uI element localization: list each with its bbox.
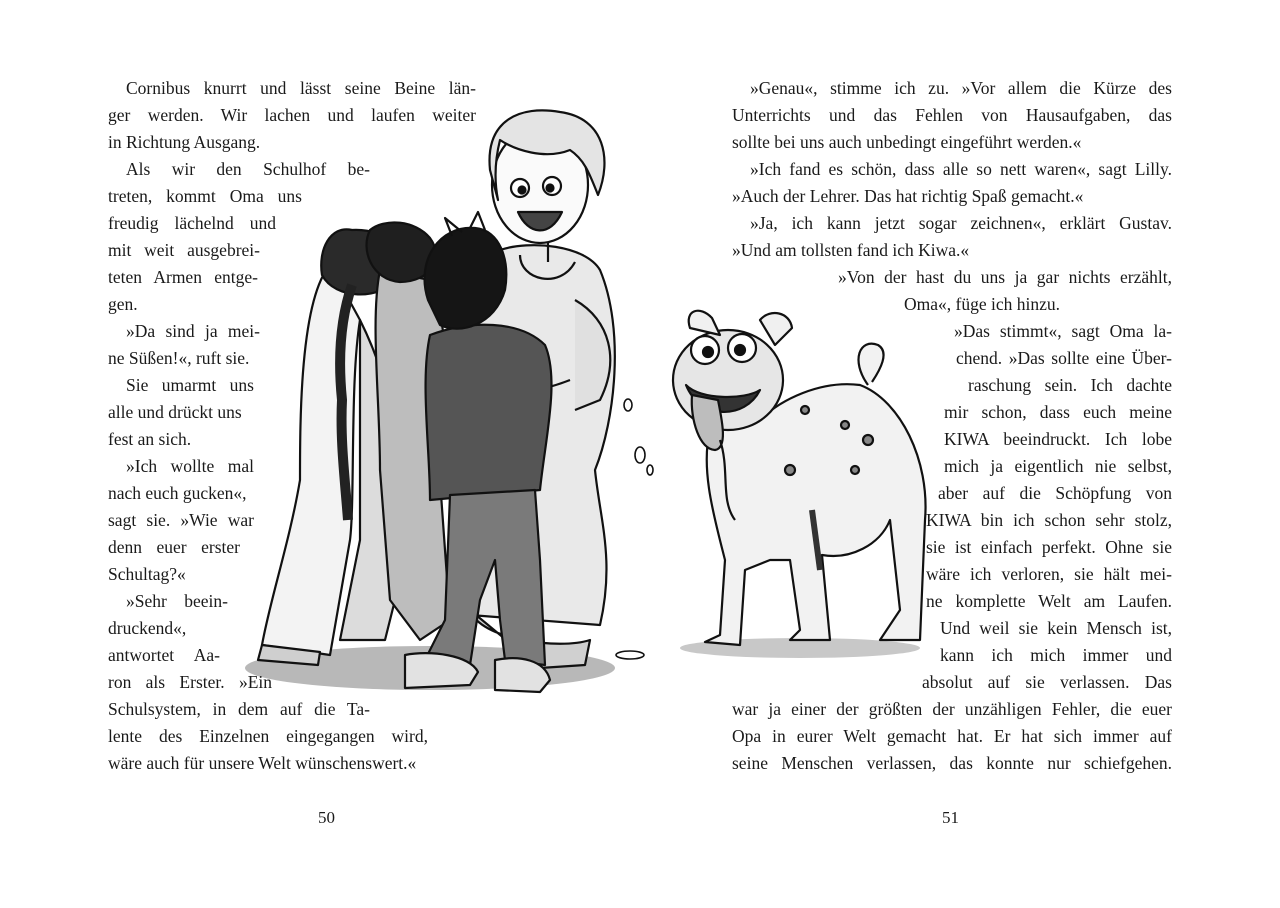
text-line: »Und am tollsten fand ich Kiwa.« [732,240,970,260]
text-line: Schultag?« [108,564,186,584]
text-line: Cornibus knurrt und lässt seine Beine län- [126,78,476,98]
dog-figure [673,311,926,645]
text-line: Schulsystem, in dem auf die Ta- [108,699,370,719]
text-line: seine Menschen verlassen, das konnte nur schiefgehen. [732,753,1172,773]
text-line: sagt sie. »Wie war [108,510,254,530]
text-line: ron als Erster. »Ein [108,672,272,692]
text-line: »Ich fand es schön, dass alle so nett waren«, sagt Lilly. [750,159,1172,179]
text-line: »Ich wollte mal [126,456,254,476]
text-line: sollte bei uns auch unbedingt eingeführt werden.« [732,132,1082,152]
text-line: »Auch der Lehrer. Das hat richtig Spaß gemacht.« [732,186,1084,206]
text-line: Unterrichts und das Fehlen von Hausaufgaben, das [732,105,1172,125]
text-line: war ja einer der größten der unzähligen Fehler, die euer [732,699,1172,719]
text-line: nach euch gucken«, [108,483,247,503]
text-line: kann ich mich immer und [940,645,1172,665]
text-line: aber auf die Schöpfung von [938,483,1172,503]
text-line: teten Armen entge- [108,267,258,287]
text-line: wäre auch für unsere Welt wünschenswert.« [108,753,417,773]
text-line: absolut auf sie verlassen. Das [922,672,1172,692]
text-line: freudig lächelnd und [108,213,276,233]
text-line: lente des Einzelnen eingegangen wird, [108,726,428,746]
text-line: chend. »Das sollte eine Über- [956,348,1172,368]
text-line: »Ja, ich kann jetzt sogar zeichnen«, erklärt Gustav. [750,213,1172,233]
text-line: »Sehr beein- [126,591,228,611]
sweat-drops [616,399,653,659]
text-line: mich ja eigentlich nie selbst, [944,456,1172,476]
text-line: in Richtung Ausgang. [108,132,261,152]
text-line: mit weit ausgebrei- [108,240,260,260]
text-line: »Von der hast du uns ja gar nichts erzählt, [838,267,1172,287]
text-line: Oma«, füge ich hinzu. [904,294,1060,314]
text-line: raschung sein. Ich dachte [968,375,1172,395]
page-number-left: 50 [318,808,335,827]
text-line: sie ist einfach perfekt. Ohne sie [926,537,1172,557]
text-line: »Genau«, stimme ich zu. »Vor allem die Kürze des [750,78,1172,98]
text-line: Und weil sie kein Mensch ist, [940,618,1172,638]
text-line: antwortet Aa- [108,645,220,665]
text-line: mir schon, dass euch meine [944,402,1172,422]
text-line: Sie umarmt uns [126,375,254,395]
text-line: ne Süßen!«, ruft sie. [108,348,250,368]
text-line: fest an sich. [108,429,192,449]
text-line: treten, kommt Oma uns [108,186,302,206]
text-line: KIWA beeindruckt. Ich lobe [944,429,1172,449]
text-line: KIWA bin ich schon sehr stolz, [926,510,1172,530]
text-line: Als wir den Schulhof be- [126,159,370,179]
text-line: druckend«, [108,618,187,638]
page-number-right: 51 [942,808,959,827]
text-line: ger werden. Wir lachen und laufen weiter [108,105,476,125]
text-line: alle und drückt uns [108,402,242,422]
text-line: Opa in eurer Welt gemacht hat. Er hat sich immer auf [732,726,1172,746]
text-line: wäre ich verloren, sie hält mei- [926,564,1172,584]
text-line: ne komplette Welt am Laufen. [926,591,1172,611]
text-line: gen. [108,294,138,314]
text-line: »Da sind ja mei- [126,321,260,341]
text-line: denn euer erster [108,537,240,557]
text-line: »Das stimmt«, sagt Oma la- [954,321,1172,341]
